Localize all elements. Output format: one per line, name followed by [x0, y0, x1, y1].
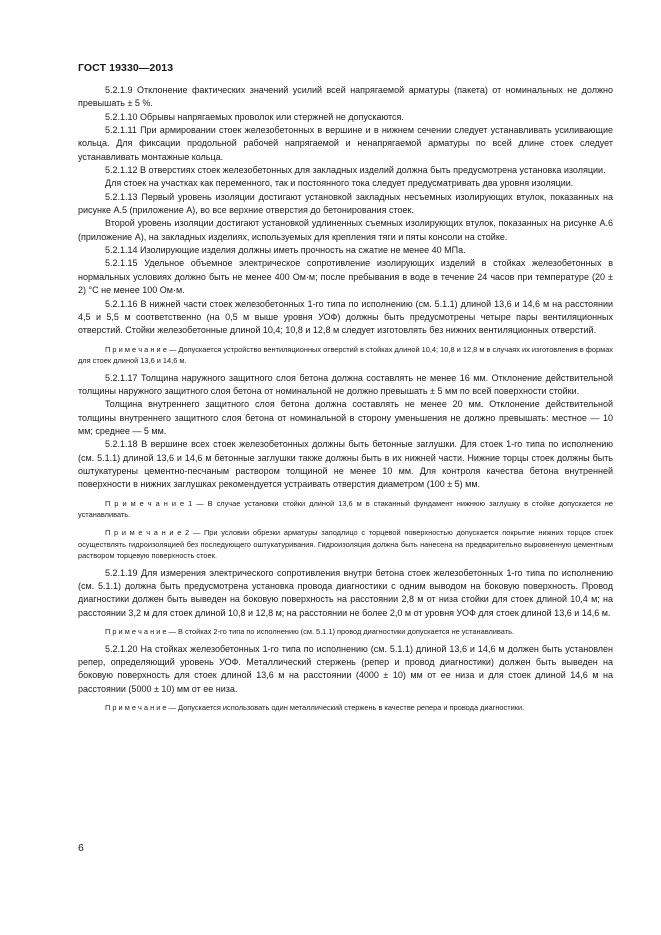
body-paragraph: 5.2.1.18 В вершине всех стоек железобетонных должны быть бетонные заглушки. Для стоек 1-го типа по исполнению (см. 5.1.1) длиной 13,6 и 14,6 м бетонные заглушки также должны быть в их нижней части. Нижние торцы стоек должны быть оштукатурены цементно-песчаным раствором толщиной не менее 10 мм. Для контроля качества бетона внутренней поверхности в нижних заглушках рекомендуется устраивать отверстия диаметром (100 ± 5) мм. — [78, 439, 613, 490]
body-paragraph: 5.2.1.12 В отверстиях стоек железобетонных для закладных изделий должна быть предусмотрена установка изоляции. — [105, 165, 606, 176]
page-number: 6 — [78, 842, 84, 854]
note-paragraph: П р и м е ч а н и е — Допускается использовать один металлический стержень в качестве репера и провода диагностики. — [105, 703, 525, 713]
body-paragraph: Второй уровень изоляции достигают установкой удлиненных съемных изолирующих втулок, показанных на рисунке А.6 (приложение А), на закладных изделиях, используемых для крепления тяги и пяты консоли на стойке. — [78, 218, 613, 242]
page-header-standard-code: ГОСТ 19330—2013 — [78, 62, 174, 74]
note-paragraph: П р и м е ч а н и е 1 — В случае установки стойки длиной 13,6 м в стаканный фундамент нижнюю заглушку в стойке допускается не устанавливать. — [78, 498, 613, 520]
note-paragraph: П р и м е ч а н и е 2 — При условии обрезки арматуры заподлицо с торцевой поверхностью допускается покрытие нижних торцов стоек осуществлять гидроизоляцией без последующего оштукатуривания. Гидроизоляция должна быть нанесена на предварительно выровненную цементным раствором торцевую поверхность стоек. — [78, 528, 613, 561]
body-paragraph: Для стоек на участках как переменного, так и постоянного тока следует предусматривать два уровня изоляции. — [105, 178, 574, 189]
body-paragraph: 5.2.1.15 Удельное объемное электрическое сопротивление изолирующих изделий в стойках железобетонных в нормальных условиях должно быть не менее 400 Ом·м; после пребывания в воде в течение 24 часов при температуре (20 ± 2) °С не менее 100 Ом·м. — [78, 258, 613, 296]
body-paragraph: 5.2.1.13 Первый уровень изоляции достигают установкой закладных несъемных изолирующих втулок, показанных на рисунке А.5 (приложение А), во все верхние отверстия до бетонирования стоек. — [78, 191, 613, 216]
note-paragraph: П р и м е ч а н и е — Допускается устройство вентиляционных отверстий в стойках длиной 10,4; 10,8 и 12,8 м в случаях их изготовления в формах для стоек длиной 13,6 и 14,6 м. — [78, 344, 613, 366]
body-paragraph: 5.2.1.17 Толщина наружного защитного слоя бетона должна составлять не менее 16 мм. Отклонение действительной толщины наружного защитного слоя бетона от номинальной не должно превышать ± 5 мм по всей поверхности стойки. — [78, 372, 613, 397]
body-paragraph: 5.2.1.19 Для измерения электрического сопротивления внутри бетона стоек железобетонных 1-го типа по исполнению (см. 5.1.1) должна быть предусмотрена установка провода диагностики с одним выводом на боковую поверхность. Провод диагностики должен быть выведен на боковую поверхность на расстоянии 2,8 м от низа стойки для стоек длиной 10,4 м; на расстоянии 3,2 м для стоек длиной 10,8 и 12,8 м; на расстоянии не более 2,0 м от уровня УОФ для стоек длиной 13,6 и 14,6 м. — [78, 567, 613, 618]
body-paragraph: 5.2.1.20 На стойках железобетонных 1-го типа по исполнению (см. 5.1.1) длиной 13,6 и 14,6 м должен быть установлен репер, определяющий уровень УОФ. Металлический стержень (репер и провод диагностики) должен быть выведен на боковую поверхность для стоек длиной 13,6 м на расстоянии (4000 ± 10) мм от ее низа и для стоек длиной 14,6 м на расстоянии (5000 ± 10) мм от ее низа. — [78, 643, 613, 694]
body-paragraph: Толщина внутреннего защитного слоя бетона должна составлять не менее 20 мм. Отклонение действительной толщины внутреннего защитного слоя бетона от номинальной в сторону уменьшения не должно превышать: местное — 10 мм; среднее — 5 мм. — [78, 399, 613, 437]
body-paragraph: 5.2.1.9 Отклонение фактических значений усилий всей напрягаемой арматуры (пакета) от номинальных не должно превышать ± 5 %. — [78, 85, 613, 109]
body-paragraph: 5.2.1.16 В нижней части стоек железобетонных 1-го типа по исполнению (см. 5.1.1) длиной 13,6 и 14,6 м на расстоянии 4,5 и 5,5 м соответственно (на 0,5 м выше уровня УОФ) должны быть предусмотрены четыре пары вентиляционных отверстий. Стойки железобетонные длиной 10,4; 10,8 и 12,8 м следует изготовлять без нижних вентиляционных отверстий. — [78, 298, 613, 336]
body-paragraph: 5.2.1.14 Изолирующие изделия должны иметь прочность на сжатие не менее 40 МПа. — [105, 245, 466, 256]
note-paragraph: П р и м е ч а н и е — В стойках 2-го типа по исполнению (см. 5.1.1) провод диагностики допускается не устанавливать. — [105, 627, 514, 637]
body-paragraph: 5.2.1.10 Обрывы напрягаемых проволок или стержней не допускаются. — [105, 111, 404, 122]
body-paragraph: 5.2.1.11 При армировании стоек железобетонных в вершине и в нижнем сечении следует устанавливать усиливающие кольца. Для фиксации продольной рабочей напрягаемой и ненапрягаемой арматуры по всей длине стоек следует устанавливать монтажные кольца. — [78, 125, 613, 162]
page-body — [78, 84, 613, 719]
